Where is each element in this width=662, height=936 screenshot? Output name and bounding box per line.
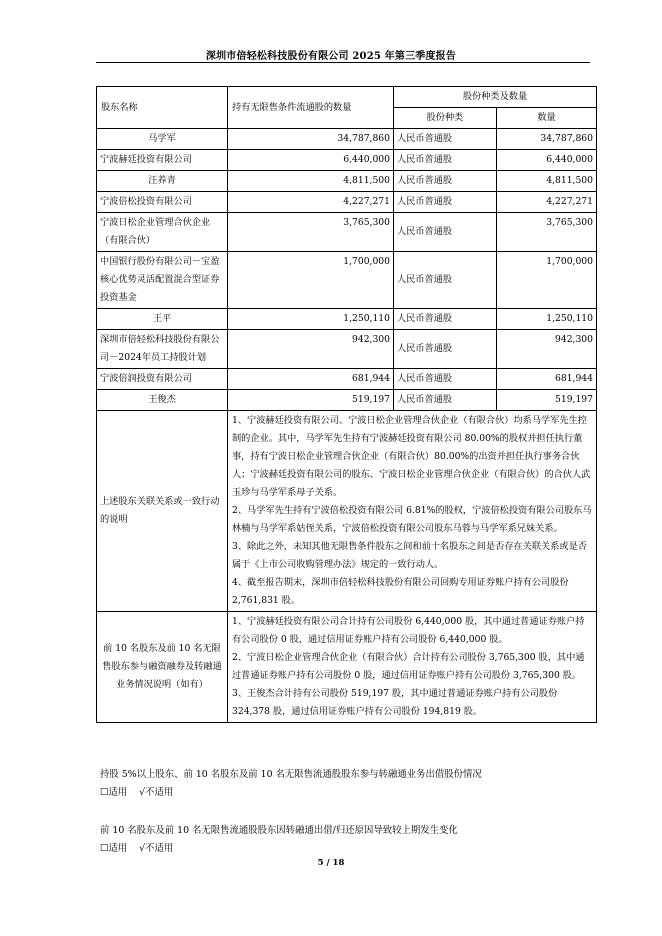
share-quantity: 681,944 <box>497 369 597 390</box>
held-quantity: 681,944 <box>228 369 394 390</box>
lending-change-options <box>100 840 458 858</box>
share-quantity: 4,227,271 <box>497 192 597 213</box>
share-type: 人民币普通股 <box>394 213 497 252</box>
col-header-share-type-group: 股份种类及数量 <box>394 87 597 108</box>
shareholder-name: 宁波日松企业管理合伙企业（有限合伙） <box>97 213 228 252</box>
related-parties-description <box>228 411 597 612</box>
shareholder-name: 中国银行股份有限公司－宝盈核心优势灵活配置混合型证券投资基金 <box>97 252 228 309</box>
shareholder-name: 宁波赫廷投资有限公司 <box>97 150 228 171</box>
table-row <box>97 192 597 213</box>
table-row <box>97 213 597 252</box>
shareholder-name: 深圳市倍轻松科技股份有限公司－2024年员工持股计划 <box>97 330 228 369</box>
share-quantity: 6,440,000 <box>497 150 597 171</box>
securities-lending-section <box>100 766 482 802</box>
share-type: 人民币普通股 <box>394 252 497 309</box>
lending-change-section <box>100 822 458 858</box>
share-quantity: 4,811,500 <box>497 171 597 192</box>
held-quantity: 942,300 <box>228 330 394 369</box>
share-type: 人民币普通股 <box>394 129 497 150</box>
shareholder-name: 王平 <box>97 309 228 330</box>
share-type: 人民币普通股 <box>394 369 497 390</box>
held-quantity: 1,250,110 <box>228 309 394 330</box>
shareholder-name: 王俊杰 <box>97 390 228 411</box>
share-type: 人民币普通股 <box>394 171 497 192</box>
share-quantity: 519,197 <box>497 390 597 411</box>
securities-lending-text: 持股 5%以上股东、前 10 名股东及前 10 名无限售流通股股东参与转融通业务出借股份情况 <box>100 769 482 780</box>
related-parties-label: 上述股东关联关系或一致行动的说明 <box>97 411 228 612</box>
col-header-name: 股东名称 <box>97 87 228 129</box>
report-header: 深圳市倍轻松科技股份有限公司 2025 年第三季度报告 <box>205 51 457 62</box>
margin-note-3: 3、王俊杰合计持有公司股份 519,197 股，其中通过普通证券账户持有公司股份 324,378 股，通过信用证券账户持有公司股份 194,819 股。 <box>232 688 558 717</box>
related-parties-row <box>97 411 597 612</box>
col-header-unrestricted-qty: 持有无限售条件流通股的数量 <box>228 87 394 129</box>
col-header-share-type: 股份种类 <box>394 108 497 129</box>
table-row <box>97 390 597 411</box>
shareholder-name: 汪养青 <box>97 171 228 192</box>
share-quantity: 942,300 <box>497 330 597 369</box>
share-quantity: 34,787,860 <box>497 129 597 150</box>
col-header-quantity: 数量 <box>497 108 597 129</box>
option-applicable: ☐适用 <box>100 787 128 798</box>
shareholders-table <box>96 86 597 723</box>
lending-change-text: 前 10 名股东及前 10 名无限售流通股股东因转融通出借/归还原因导致较上期发生变化 <box>100 825 458 836</box>
table-header-row <box>97 87 597 108</box>
share-quantity: 3,765,300 <box>497 213 597 252</box>
held-quantity: 4,227,271 <box>228 192 394 213</box>
related-note-1: 1、宁波赫廷投资有限公司、宁波日松企业管理合伙企业（有限合伙）均系马学军先生控制的企业。其中，马学军先生持有宁波赫廷投资有限公司 80.00%的股权并担任执行董事，持有宁波日松企业管理合伙企业（有限合伙）80.00%的出资并担任执行事务合伙人；宁波赫廷投资有限公司的股东、宁波日松企业管理合伙企业（有限合伙）的合伙人武玉珍与马学军系母子关系。 <box>232 415 591 498</box>
table-row <box>97 171 597 192</box>
option-not-applicable: √不适用 <box>139 843 174 854</box>
securities-lending-options <box>100 784 482 802</box>
shareholder-name: 宁波倍松投资有限公司 <box>97 192 228 213</box>
share-type: 人民币普通股 <box>394 150 497 171</box>
share-type: 人民币普通股 <box>394 330 497 369</box>
held-quantity: 519,197 <box>228 390 394 411</box>
table-row <box>97 330 597 369</box>
held-quantity: 4,811,500 <box>228 171 394 192</box>
shareholder-name: 宁波倍润投资有限公司 <box>97 369 228 390</box>
held-quantity: 6,440,000 <box>228 150 394 171</box>
header-divider <box>96 62 590 63</box>
margin-note-1: 1、宁波赫廷投资有限公司合计持有公司股份 6,440,000 股，其中通过普通证券账户持有公司股份 0 股，通过信用证券账户持有公司股份 6,440,000 股。 <box>232 616 585 645</box>
held-quantity: 1,700,000 <box>228 252 394 309</box>
margin-trading-label: 前 10 名股东及前 10 名无限售股东参与融资融券及转融通业务情况说明（如有） <box>97 612 228 723</box>
table-row <box>97 309 597 330</box>
related-note-2: 2、马学军先生持有宁波倍松投资有限公司 6.81%的股权，宁波倍松投资有限公司股东马林楠与马学军系姑侄关系，宁波倍松投资有限公司股东马蓉与马学军系兄妹关系。 <box>232 505 592 534</box>
held-quantity: 3,765,300 <box>228 213 394 252</box>
margin-trading-row <box>97 612 597 723</box>
related-note-4: 4、截至报告期末，深圳市倍轻松科技股份有限公司回购专用证券账户持有公司股份 2,761,831 股。 <box>232 577 569 606</box>
held-quantity: 34,787,860 <box>228 129 394 150</box>
shareholder-name: 马学军 <box>97 129 228 150</box>
table-row <box>97 150 597 171</box>
page-number: 5 / 18 <box>317 858 345 868</box>
share-type: 人民币普通股 <box>394 309 497 330</box>
table-row <box>97 252 597 309</box>
margin-trading-description <box>228 612 597 723</box>
share-type: 人民币普通股 <box>394 192 497 213</box>
share-quantity: 1,250,110 <box>497 309 597 330</box>
related-note-3: 3、除此之外，未知其他无限售条件股东之间和前十名股东之间是否存在关联关系或是否属于《上市公司收购管理办法》规定的一致行动人。 <box>232 541 587 570</box>
table-row <box>97 369 597 390</box>
option-applicable: ☐适用 <box>100 843 128 854</box>
table-row <box>97 129 597 150</box>
share-type: 人民币普通股 <box>394 390 497 411</box>
option-not-applicable: √不适用 <box>139 787 174 798</box>
share-quantity: 1,700,000 <box>497 252 597 309</box>
margin-note-2: 2、宁波日松企业管理合伙企业（有限合伙）合计持有公司股份 3,765,300 股，其中通过普通证券账户持有公司股份 0 股，通过信用证券账户持有公司股份 3,765,300 股。 <box>232 652 585 681</box>
